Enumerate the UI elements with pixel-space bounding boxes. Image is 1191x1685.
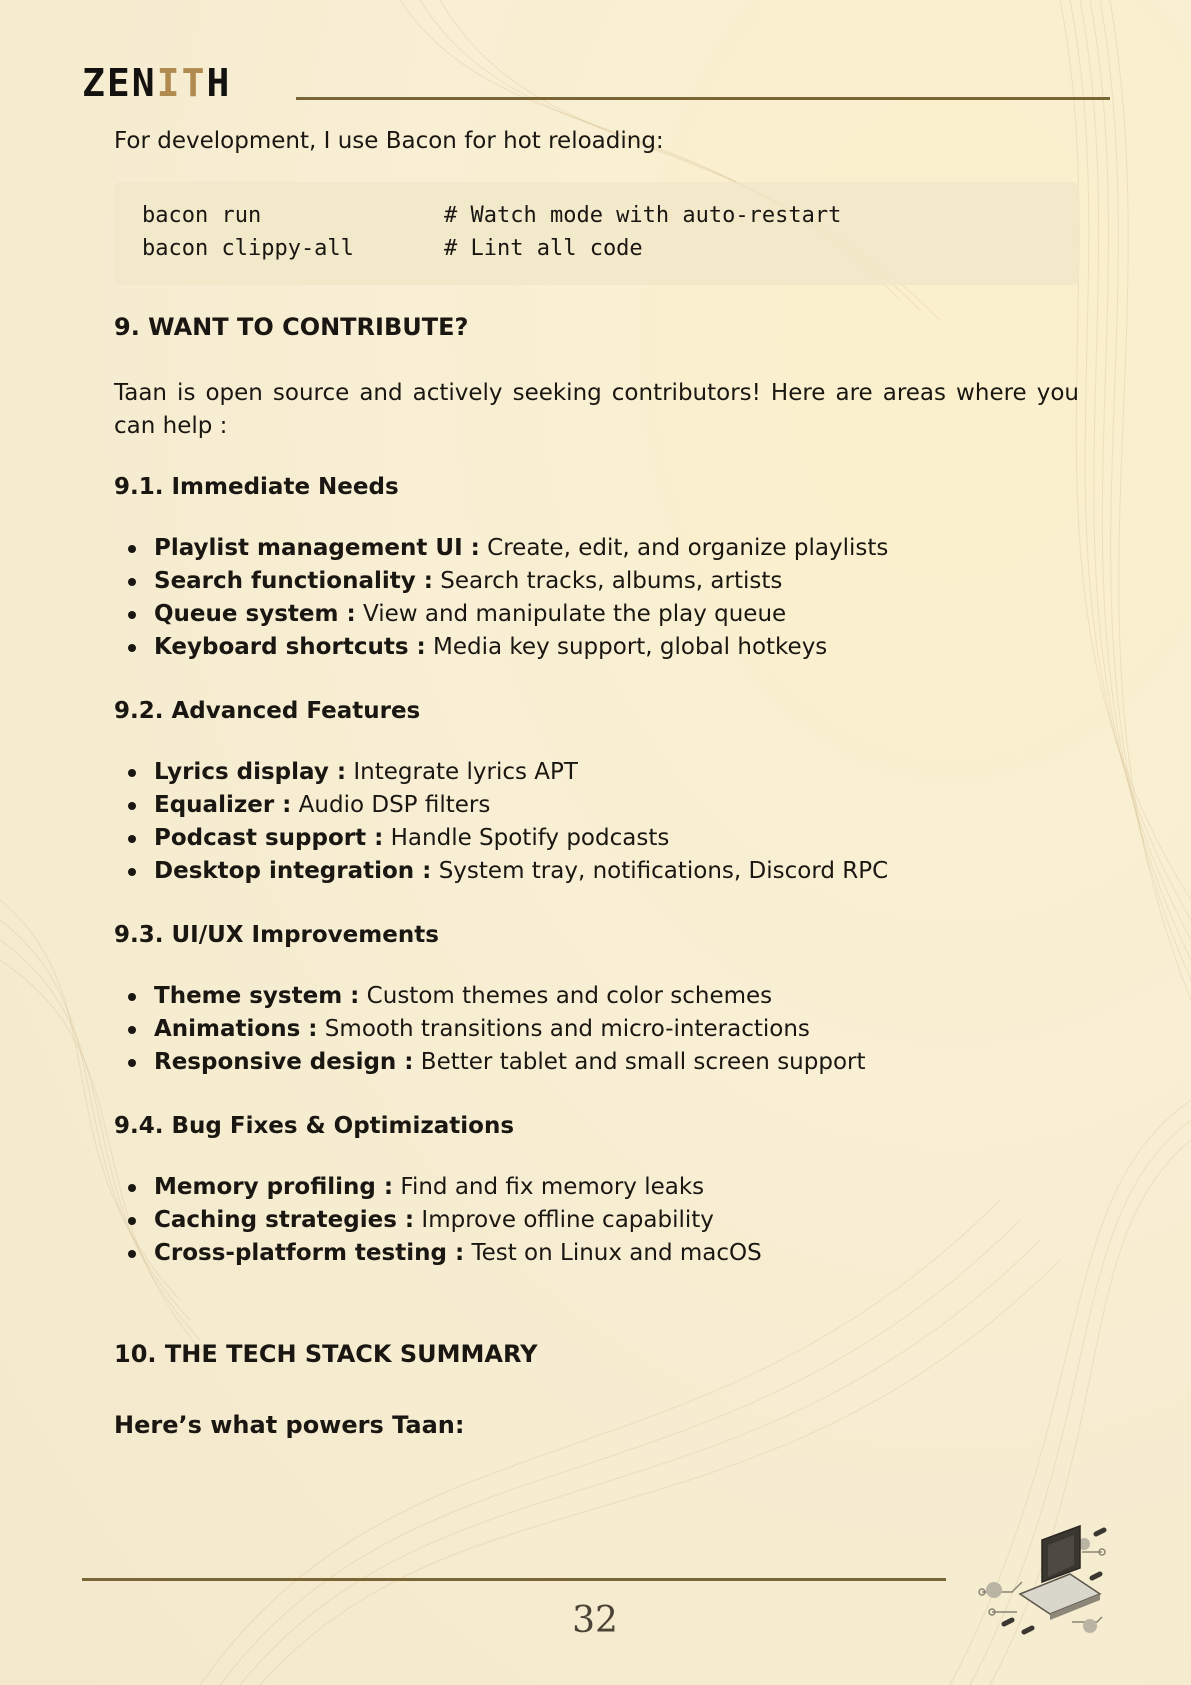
list-item-description: Improve offline capability <box>414 1207 714 1233</box>
laptop-circuit-icon <box>972 1522 1112 1642</box>
section-10-heading: 10. THE TECH STACK SUMMARY <box>114 1340 538 1368</box>
list-item-term: Lyrics display : <box>154 759 347 785</box>
logo-letter: T <box>181 61 207 105</box>
list-item-term: Desktop integration : <box>154 858 432 884</box>
bullet-list <box>114 756 1079 888</box>
list-item-description: Handle Spotify podcasts <box>383 825 670 851</box>
code-line <box>142 199 1051 232</box>
code-line <box>142 232 1051 265</box>
list-item-term: Search functionality : <box>154 568 433 594</box>
list-item-term: Podcast support : <box>154 825 384 851</box>
list-item-description: Create, edit, and organize playlists <box>479 535 889 561</box>
list-item-description: Test on Linux and macOS <box>464 1240 762 1266</box>
code-comment: # Lint all code <box>444 236 643 261</box>
page-content <box>114 125 1079 1441</box>
subsection-heading: 9.3. UI/UX Improvements <box>114 922 439 948</box>
code-block <box>114 182 1079 285</box>
code-command: bacon run <box>142 203 262 228</box>
list-item-term: Theme system : <box>154 983 360 1009</box>
list-item <box>114 1013 1079 1046</box>
list-item <box>114 789 1079 822</box>
bullet-list <box>114 980 1079 1079</box>
logo-letter: N <box>131 61 157 105</box>
list-item-term: Responsive design : <box>154 1049 414 1075</box>
list-item <box>114 1204 1079 1237</box>
page-number: 32 <box>572 1600 618 1641</box>
list-item-description: Find and fix memory leaks <box>393 1174 705 1200</box>
list-item-term: Cross-platform testing : <box>154 1240 465 1266</box>
list-item <box>114 598 1079 631</box>
list-item-description: Custom themes and color schemes <box>359 983 773 1009</box>
list-item <box>114 631 1079 664</box>
list-item-term: Animations : <box>154 1016 318 1042</box>
list-item-description: Smooth transitions and micro-interactions <box>317 1016 810 1042</box>
logo-letter: E <box>106 61 132 105</box>
logo-letter: H <box>206 61 232 105</box>
subsection-heading: 9.1. Immediate Needs <box>114 474 399 500</box>
list-item-description: System tray, notifications, Discord RPC <box>431 858 889 884</box>
list-item <box>114 1046 1079 1079</box>
bullet-list <box>114 1171 1079 1270</box>
section-9-subsections <box>114 471 1079 1270</box>
bullet-list <box>114 532 1079 664</box>
code-command: bacon clippy-all <box>142 236 354 261</box>
brand-logo <box>82 61 232 105</box>
list-item-description: View and manipulate the play queue <box>355 601 787 627</box>
list-item-description: Media key support, global hotkeys <box>425 634 828 660</box>
section-9-heading: 9. WANT TO CONTRIBUTE? <box>114 313 469 341</box>
footer-divider <box>82 1578 946 1581</box>
subsection-heading: 9.2. Advanced Features <box>114 698 421 724</box>
list-item-description: Audio DSP filters <box>291 792 491 818</box>
list-item-term: Equalizer : <box>154 792 292 818</box>
section-10-lead: Here’s what powers Taan: <box>114 1411 465 1439</box>
list-item <box>114 532 1079 565</box>
list-item-description: Better tablet and small screen support <box>413 1049 866 1075</box>
logo-letter: Z <box>82 61 107 105</box>
list-item <box>114 822 1079 855</box>
list-item <box>114 980 1079 1013</box>
section-9-intro: Taan is open source and actively seeking contributors! Here are areas where you can help : <box>114 380 1079 439</box>
intro-paragraph: For development, I use Bacon for hot reloading: <box>114 128 664 154</box>
logo-letter: I <box>156 61 182 105</box>
header-divider <box>296 97 1110 100</box>
list-item-term: Keyboard shortcuts : <box>154 634 426 660</box>
subsection-heading: 9.4. Bug Fixes & Optimizations <box>114 1113 515 1139</box>
list-item <box>114 855 1079 888</box>
list-item <box>114 1171 1079 1204</box>
list-item-description: Search tracks, albums, artists <box>432 568 783 594</box>
list-item-term: Playlist management UI : <box>154 535 480 561</box>
list-item-description: Integrate lyrics APT <box>346 759 578 785</box>
list-item-term: Caching strategies : <box>154 1207 415 1233</box>
list-item-term: Queue system : <box>154 601 356 627</box>
list-item <box>114 565 1079 598</box>
code-comment: # Watch mode with auto-restart <box>444 203 842 228</box>
list-item <box>114 756 1079 789</box>
list-item <box>114 1237 1079 1270</box>
list-item-term: Memory profiling : <box>154 1174 394 1200</box>
